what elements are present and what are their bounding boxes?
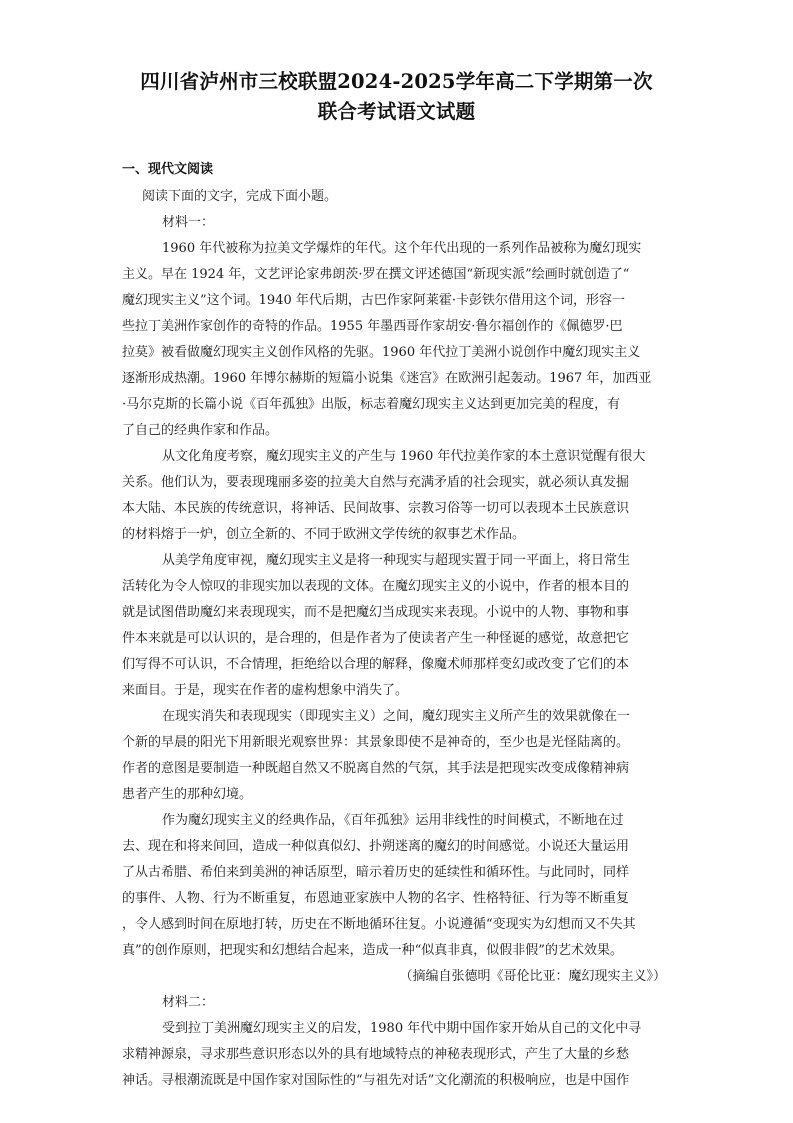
paragraph-line: 逐渐形成热潮。1960 年博尔赫斯的短篇小说集《迷宫》在欧洲引起轰动。1967 年，加西亚 (122, 371, 652, 386)
paragraph-line: ·马尔克斯的长篇小说《百年孤独》出版，标志着魔幻现实主义达到更加完美的程度，有 (122, 397, 621, 412)
paragraph-line: 主义。早在 1924 年，文艺评论家弗朗茨·罗在撰文评述德国“新现实派”绘画时就创造了“ (122, 267, 630, 282)
paragraph-line: 的材料熔于一炉，创立全新的、不同于欧洲文学传统的叙事艺术作品。 (122, 527, 526, 542)
paragraph-line: 求精神源泉，寻求那些意识形态以外的具有地域特点的神秘表现形式，产生了大量的乡愁 (122, 1047, 630, 1062)
material-two-label: 材料二： (162, 995, 215, 1010)
document-title-line-2: 联合考试语文试题 (317, 100, 476, 123)
paragraph-line: 就是试图借助魔幻来表现现实，而不是把魔幻当成现实来表现。小说中的人物、事物和事 (122, 605, 630, 620)
paragraph-line: 魔幻现实主义”这个词。1940 年代后期，古巴作家阿莱霍·卡彭铁尔借用这个词，形容一 (122, 293, 625, 308)
paragraph-line: 拉莫》被看做魔幻现实主义创作风格的先驱。1960 年代拉丁美洲小说创作中魔幻现实主义 (122, 345, 641, 360)
material-one-label: 材料一： (162, 215, 215, 230)
paragraph-line: 受到拉丁美洲魔幻现实主义的启发，1980 年代中期中国作家开始从自己的文化中寻 (162, 1021, 642, 1036)
document-title-line-1: 四川省泸州市三校联盟2024-2025学年高二下学期第一次 (140, 70, 653, 93)
paragraph-line: 在现实消失和表现现实（即现实主义）之间，魔幻现实主义所产生的效果就像在一 (162, 709, 631, 724)
paragraph-line: 了从古希腊、希伯来到美洲的神话原型，暗示着历史的延续性和循环性。与此同时，同样 (122, 865, 630, 880)
paragraph-line: 些拉丁美洲作家创作的奇特的作品。1955 年墨西哥作家胡安·鲁尔福创作的《佩德罗·巴 (122, 319, 623, 334)
instruction-text: 阅读下面的文字，完成下面小题。 (142, 189, 338, 204)
paragraph-line: 从美学角度审视，魔幻现实主义是将一种现实与超现实置于同一平面上，将日常生 (162, 553, 631, 568)
paragraph-line: 们写得不可认识，不合情理，拒绝给以合理的解释，像魔术师那样变幻或改变了它们的本 (122, 657, 630, 672)
paragraph-line: 作为魔幻现实主义的经典作品，《百年孤独》运用非线性的时间模式，不断地在过 (162, 813, 624, 828)
section-heading: 一、现代文阅读 (122, 162, 214, 177)
paragraph-line: 件本来就是可以认识的，是合理的，但是作者为了使读者产生一种怪诞的感觉，故意把它 (122, 631, 630, 646)
paragraph-line: 的事件、人物、行为不断重复，布恩迪亚家族中人物的名字、性格特征、行为等不断重复 (122, 891, 630, 906)
paragraph-line: 个新的早晨的阳光下用新眼光观察世界：其景象即使不是神奇的，至少也是光怪陆离的。 (122, 735, 630, 750)
paragraph-line: 真”的创作原则，把现实和幻想结合起来，造成一种“似真非真，似假非假”的艺术效果。 (122, 943, 623, 958)
paragraph-line: 作者的意图是要制造一种既超自然又不脱离自然的气氛，其手法是把现实改变成像精神病 (122, 761, 630, 776)
paragraph-line: ，令人感到时间在原地打转，历史在不断地循环往复。小说遵循“变现实为幻想而又不失其 (122, 917, 636, 932)
paragraph-line: 了自己的经典作家和作品。 (122, 423, 279, 438)
paragraph-line: 本大陆、本民族的传统意识，将神话、民间故事、宗教习俗等一切可以表现本土民族意识 (122, 501, 630, 516)
paragraph-line: 活转化为令人惊叹的非现实加以表现的文体。在魔幻现实主义的小说中，作者的根本目的 (122, 579, 630, 594)
paragraph-line: 去、现在和将来间回，造成一种似真似幻、扑朔迷离的魔幻的时间感觉。小说还大量运用 (122, 839, 630, 854)
paragraph-line: 患者产生的那种幻境。 (122, 787, 253, 802)
source-citation: （摘编自张德明《哥伦比亚：魔幻现实主义》） (399, 969, 666, 984)
paragraph-line: 1960 年代被称为拉美文学爆炸的年代。这个年代出现的一系列作品被称为魔幻现实 (162, 241, 642, 256)
paragraph-line: 关系。他们认为，要表现瑰丽多姿的拉美大自然与充满矛盾的社会现实，就必须认真发掘 (122, 475, 630, 490)
paragraph-line: 来面目。于是，现实在作者的虚构想象中消失了。 (122, 683, 409, 698)
paragraph-line: 神话。寻根潮流既是中国作家对国际性的“与祖先对话”文化潮流的积极响应，也是中国作 (122, 1073, 630, 1088)
paragraph-line: 从文化角度考察，魔幻现实主义的产生与 1960 年代拉美作家的本土意识觉醒有很大 (162, 449, 646, 464)
